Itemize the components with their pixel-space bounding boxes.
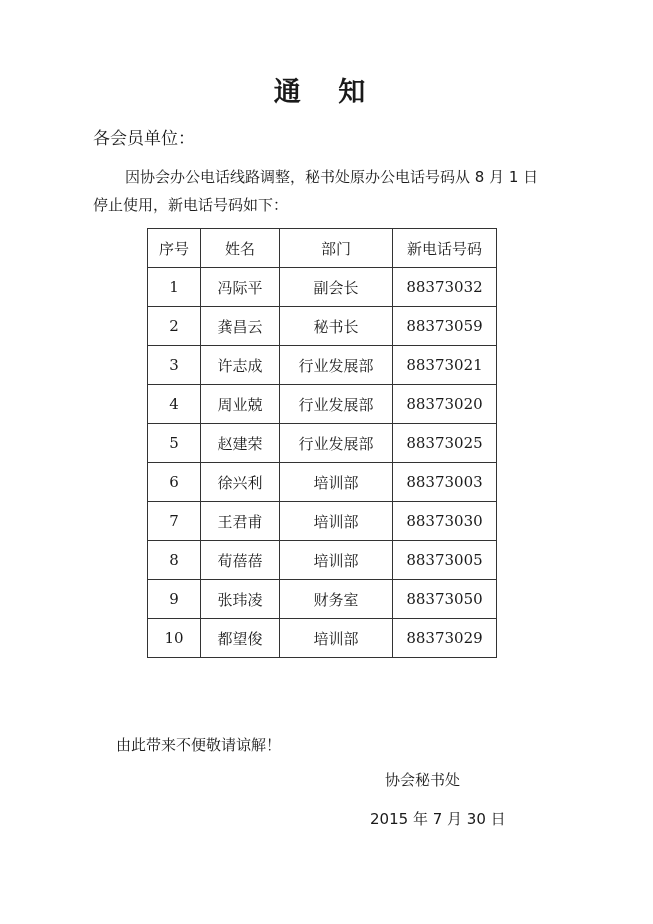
cell-department: 培训部 — [280, 541, 393, 580]
table-row — [148, 541, 497, 580]
salutation: 各会员单位： — [93, 129, 195, 149]
signature-org: 协会秘书处 — [385, 771, 461, 789]
cell-department: 秘书长 — [280, 307, 393, 346]
cell-name: 张玮凌 — [201, 580, 280, 619]
cell-index: 10 — [148, 619, 201, 658]
header-phone: 新电话号码 — [393, 229, 497, 268]
notice-paragraph-2: 停止使用，新电话号码如下： — [93, 196, 289, 214]
closing-remark: 由此带来不便敬请谅解！ — [116, 736, 282, 754]
cell-name: 许志成 — [201, 346, 280, 385]
header-department: 部门 — [280, 229, 393, 268]
cell-department: 培训部 — [280, 463, 393, 502]
cell-name: 冯际平 — [201, 268, 280, 307]
cell-name: 周业兢 — [201, 385, 280, 424]
table-row — [148, 346, 497, 385]
cell-phone: 88373025 — [393, 424, 497, 463]
cell-index: 3 — [148, 346, 201, 385]
cell-department: 行业发展部 — [280, 346, 393, 385]
cell-name: 都望俊 — [201, 619, 280, 658]
cell-index: 7 — [148, 502, 201, 541]
table-row — [148, 385, 497, 424]
cell-phone: 88373030 — [393, 502, 497, 541]
table-header-row — [148, 229, 497, 268]
table-row — [148, 619, 497, 658]
table-row — [148, 424, 497, 463]
cell-index: 5 — [148, 424, 201, 463]
cell-name: 王君甫 — [201, 502, 280, 541]
phone-table — [147, 228, 497, 658]
cell-phone: 88373029 — [393, 619, 497, 658]
cell-name: 荀蓓蓓 — [201, 541, 280, 580]
header-name: 姓名 — [201, 229, 280, 268]
cell-department: 培训部 — [280, 619, 393, 658]
cell-name: 赵建荣 — [201, 424, 280, 463]
table-row — [148, 268, 497, 307]
notice-paragraph-1: 因协会办公电话线路调整，秘书处原办公电话号码从 8 月 1 日 — [125, 168, 539, 186]
cell-index: 8 — [148, 541, 201, 580]
cell-phone: 88373059 — [393, 307, 497, 346]
table-row — [148, 502, 497, 541]
cell-department: 财务室 — [280, 580, 393, 619]
table-row — [148, 307, 497, 346]
cell-phone: 88373005 — [393, 541, 497, 580]
cell-phone: 88373050 — [393, 580, 497, 619]
cell-name: 龚昌云 — [201, 307, 280, 346]
cell-index: 1 — [148, 268, 201, 307]
cell-name: 徐兴利 — [201, 463, 280, 502]
header-index: 序号 — [148, 229, 201, 268]
table-row — [148, 463, 497, 502]
cell-phone: 88373032 — [393, 268, 497, 307]
cell-index: 6 — [148, 463, 201, 502]
cell-phone: 88373021 — [393, 346, 497, 385]
cell-phone: 88373003 — [393, 463, 497, 502]
cell-department: 培训部 — [280, 502, 393, 541]
notice-title: 通 知 — [273, 77, 380, 108]
cell-department: 行业发展部 — [280, 385, 393, 424]
cell-index: 4 — [148, 385, 201, 424]
cell-index: 9 — [148, 580, 201, 619]
cell-index: 2 — [148, 307, 201, 346]
cell-phone: 88373020 — [393, 385, 497, 424]
table-row — [148, 580, 497, 619]
notice-date: 2015 年 7 月 30 日 — [370, 810, 506, 828]
cell-department: 副会长 — [280, 268, 393, 307]
cell-department: 行业发展部 — [280, 424, 393, 463]
